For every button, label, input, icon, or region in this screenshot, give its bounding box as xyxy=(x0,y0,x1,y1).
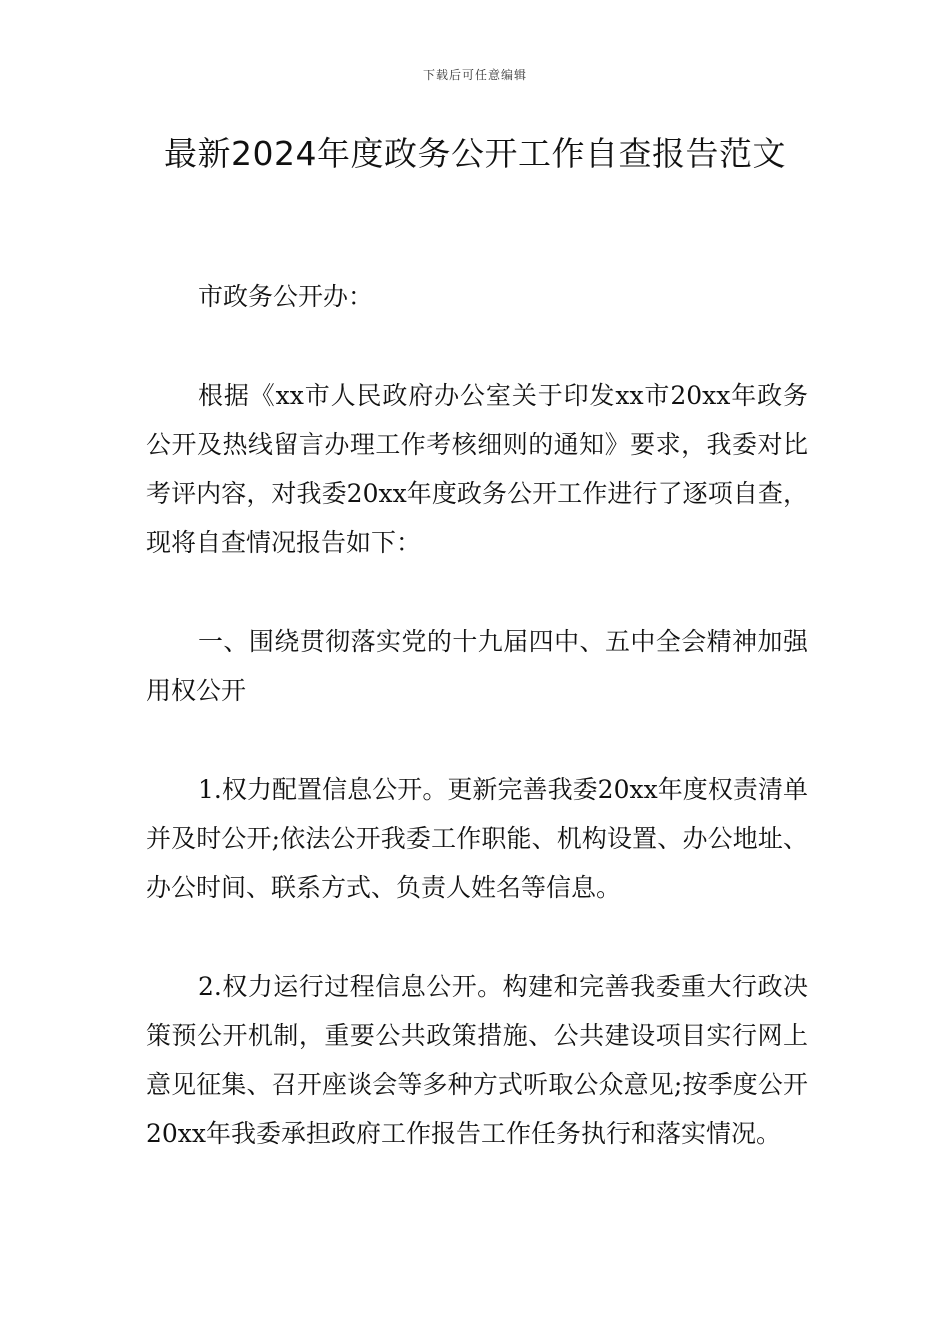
document-body xyxy=(146,272,808,1208)
intro-paragraph: 根据《xx市人民政府办公室关于印发xx市20xx年政务公开及热线留言办理工作考核细则的通知》要求，我委对比考评内容，对我委20xx年度政务公开工作进行了逐项自查，现将自查情况报告如下： xyxy=(146,381,808,557)
section-heading-1: 一、围绕贯彻落实党的十九届四中、五中全会精神加强用权公开 xyxy=(146,627,808,705)
salutation: 市政务公开办： xyxy=(198,282,374,311)
item-paragraph-1: 1.权力配置信息公开。更新完善我委20xx年度权责清单并及时公开;依法公开我委工作职能、机构设置、办公地址、办公时间、联系方式、负责人姓名等信息。 xyxy=(146,775,808,902)
document-title: 最新2024年度政务公开工作自查报告范文 xyxy=(164,134,786,173)
header-note: 下载后可任意编辑 xyxy=(422,68,527,82)
item-paragraph-2: 2.权力运行过程信息公开。构建和完善我委重大行政决策预公开机制，重要公共政策措施、公共建设项目实行网上意见征集、召开座谈会等多种方式听取公众意见;按季度公开20xx年我委承担政府工作报告工作任务执行和落实情况。 xyxy=(146,972,808,1148)
